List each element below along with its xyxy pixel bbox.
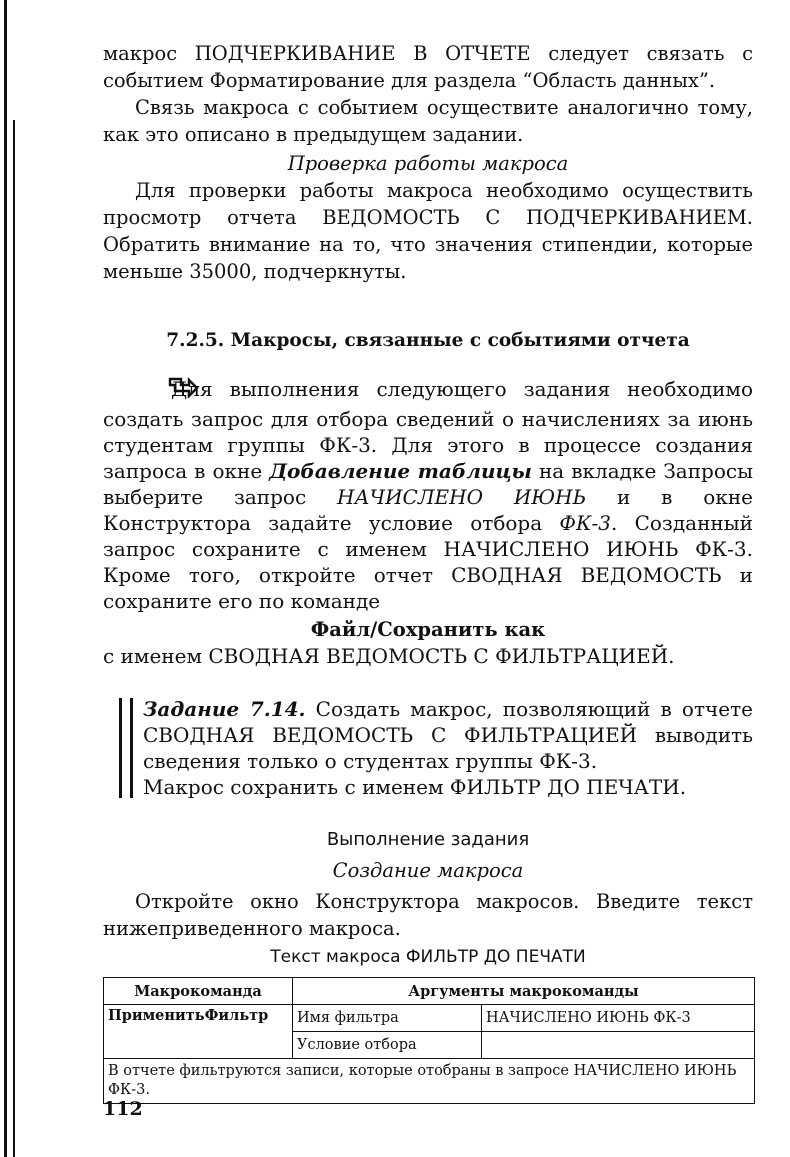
table-header-row	[104, 978, 755, 1005]
paragraph: Для проверки работы макроса необходимо осуществить просмотр отчета ВЕДОМОСТЬ С ПОДЧЕРКИВАНИЕМ. Обратить внимание на то, что значения стипендии, которые меньше 35000, подчеркнуты.	[103, 179, 753, 283]
subheading-create: Создание макроса	[332, 859, 524, 882]
macro-table	[103, 977, 755, 1104]
arrow-hand-icon	[135, 376, 171, 406]
table-row	[104, 1059, 755, 1104]
table-caption: Текст макроса ФИЛЬТР ДО ПЕЧАТИ	[270, 947, 586, 967]
table-cell: Условие отбора	[293, 1032, 482, 1059]
task-line: Макрос сохранить с именем ФИЛЬТР ДО ПЕЧАТИ.	[143, 775, 687, 799]
paragraph: Связь макроса с событием осуществите аналогично тому, как это описано в предыдущем задании.	[103, 96, 753, 146]
task-label: Задание 7.14.	[143, 697, 306, 721]
paragraph: Откройте окно Конструктора макросов. Введите текст нижеприведенного макроса.	[103, 890, 753, 940]
scan-edge-bar	[13, 120, 15, 1157]
instruction-paragraph: Для выполнения следующего задания необходимо создать запрос для отбора сведений о начислениях за июнь студентам группы ФК-3. Для этого в процессе создания запроса в окне Добавление таблицы на вкладке Запросы выберите запрос НАЧИСЛЕНО ИЮНЬ и в окне Конструктора задайте условие отбора ФК-3. Созданный запрос сохраните с именем НАЧИСЛЕНО ИЮНЬ ФК-3. Кроме того, откройте отчет СВОДНАЯ ВЕДОМОСТЬ и сохраните его по команде	[103, 377, 754, 613]
scan-edge-bar	[4, 0, 7, 1157]
table-cell	[482, 1032, 755, 1059]
table-row	[104, 1005, 755, 1032]
table-cell: Имя фильтра	[293, 1005, 482, 1032]
section-title: 7.2.5. Макросы, связанные с событиями отчета	[166, 330, 690, 351]
task-block	[121, 696, 753, 800]
subheading-exec: Выполнение задания	[326, 829, 530, 850]
table-note: В отчете фильтруются записи, которые отобраны в запросе НАЧИСЛЕНО ИЮНЬ ФК-3.	[104, 1059, 755, 1104]
page-number: 112	[103, 1098, 143, 1120]
table-cell: ПрименитьФильтр	[104, 1005, 293, 1059]
document-page	[103, 40, 753, 1104]
subheading-check: Проверка работы макроса	[287, 152, 569, 175]
table-cell: НАЧИСЛЕНО ИЮНЬ ФК-3	[482, 1005, 755, 1032]
task-marker-bars	[119, 698, 133, 798]
table-header-cell: Аргументы макрокоманды	[293, 978, 755, 1005]
task-text: Создать макрос, позволяющий в отчете СВОДНАЯ ВЕДОМОСТЬ С ФИЛЬТРАЦИЕЙ выводить сведения только о студентах группы ФК-3.	[143, 697, 753, 773]
paragraph: макрос ПОДЧЕРКИВАНИЕ В ОТЧЕТЕ следует связать с событием Форматирование для раздела “Область данных”.	[103, 42, 753, 92]
table-header-cell: Макрокоманда	[104, 978, 293, 1005]
paragraph: с именем СВОДНАЯ ВЕДОМОСТЬ С ФИЛЬТРАЦИЕЙ.	[103, 644, 675, 668]
menu-command: Файл/Сохранить как	[310, 618, 546, 641]
